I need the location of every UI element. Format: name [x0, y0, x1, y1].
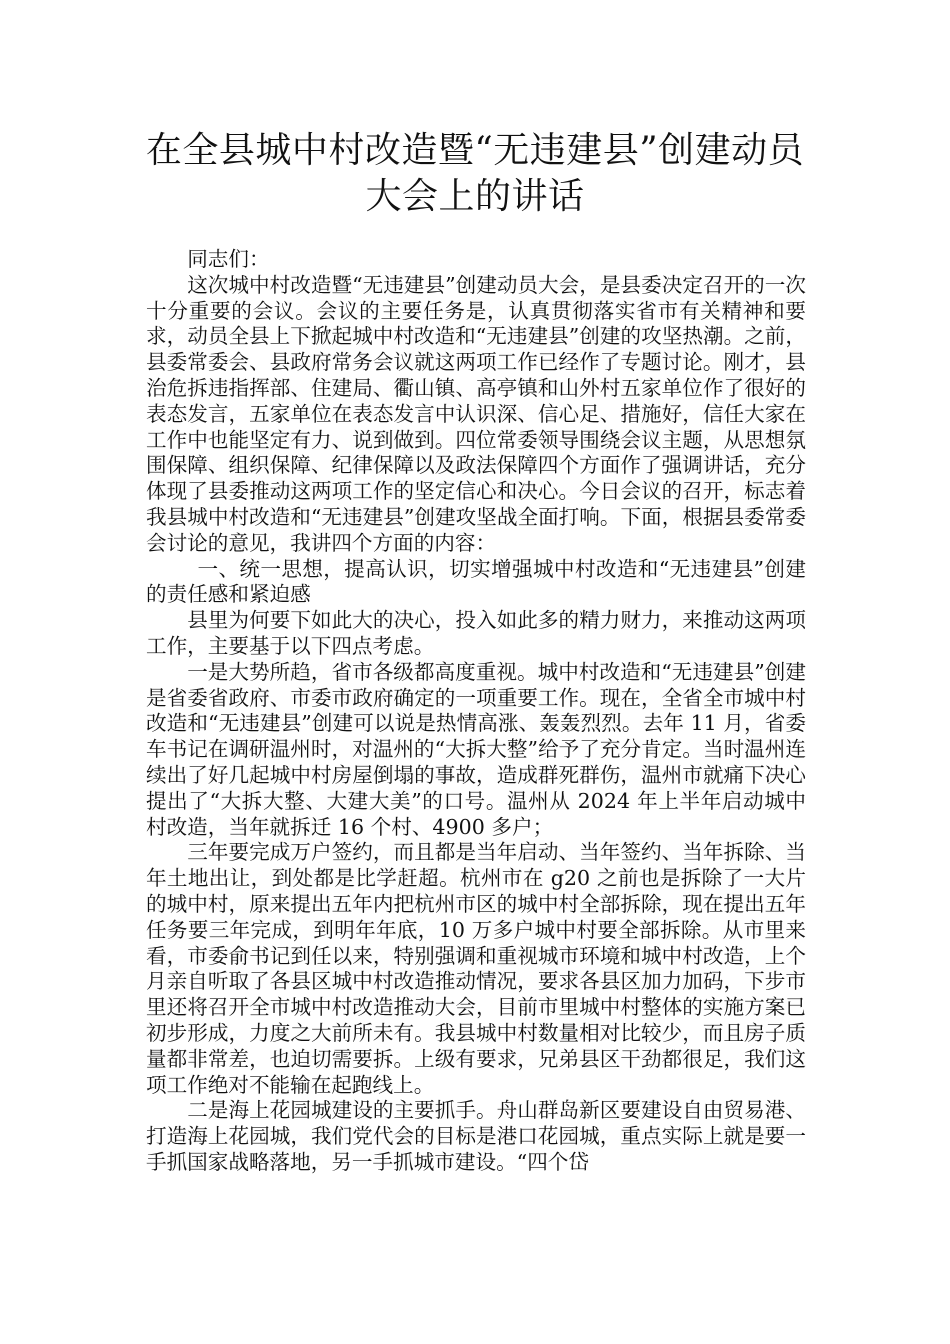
salutation: 同志们： — [187, 247, 270, 271]
paragraph-point-1-cont: 三年要完成万户签约，而且都是当年启动、当年签约、当年拆除、当年土地出让，到处都是比学赶超。杭州市在 g20 之前也是拆除了一大片的城中村，原来提出五年内把杭州市区的城中村全部拆除，现在提出五年任务要三年完成，到明年年底，10 万多户城中村要全部拆除。从市里来看，市委俞书记到任以来，特别强调和重视城市环境和城中村改造，上个月亲自听取了各县区城中村改造推动情况，要求各县区加力加码，下步市里还将召开全市城中村改造推动大会，目前市里城中村整体的实施方案已初步形成，力度之大前所未有。我县城中村数量相对比较少，而且房子质量都非常差，也迫切需要拆。上级有要求，兄弟县区干劲都很足，我们这项工作绝对不能输在起跑线上。 — [146, 840, 806, 1097]
paragraph-point-1: 一是大势所趋，省市各级都高度重视。城中村改造和“无违建县”创建是省委省政府、市委市政府确定的一项重要工作。现在，全省全市城中村改造和“无违建县”创建可以说是热情高涨、轰轰烈烈。去年 11 月，省委车书记在调研温州时，对温州的“大拆大整”给予了充分肯定。当时温州连续出了好几起城中村房屋倒塌的事故，造成群死群伤，温州市就痛下决心提出了“大拆大整、大建大美”的口号。温州从 2024 年上半年启动城中村改造，当年就拆迁 16 个村、4900 多户； — [146, 659, 806, 839]
document-title: 在全县城中村改造暨“无违建县”创建动员大会上的讲话 — [145, 130, 805, 217]
paragraph-reasons: 县里为何要下如此大的决心，投入如此多的精力财力，来推动这两项工作，主要基于以下四点考虑。 — [146, 608, 806, 658]
paragraph-point-2: 二是海上花园城建设的主要抓手。舟山群岛新区要建设自由贸易港、打造海上花园城，我们党代会的目标是港口花园城，重点实际上就是要一手抓国家战略落地，另一手抓城市建设。“四个岱 — [146, 1098, 806, 1174]
section-heading-1: 一、统一思想，提高认识，切实增强城中村改造和“无违建县”创建的责任感和紧迫感 — [146, 556, 806, 607]
paragraph-intro: 这次城中村改造暨“无违建县”创建动员大会，是县委决定召开的一次十分重要的会议。会议的主要任务是，认真贯彻落实省市有关精神和要求，动员全县上下掀起城中村改造和“无违建县”创建的攻坚热潮。之前，县委常委会、县政府常务会议就这两项工作已经作了专题讨论。刚才，县治危拆违指挥部、住建局、衢山镇、高亭镇和山外村五家单位作了很好的表态发言，五家单位在表态发言中认识深、信心足、措施好，信任大家在工作中也能坚定有力、说到做到。四位常委领导围绕会议主题，从思想氛围保障、组织保障、纪律保障以及政法保障四个方面作了强调讲话，充分体现了县委推动这两项工作的坚定信心和决心。今日会议的召开，标志着我县城中村改造和“无违建县”创建攻坚战全面打响。下面，根据县委常委会讨论的意见，我讲四个方面的内容： — [146, 272, 806, 555]
document-body — [146, 247, 806, 1176]
